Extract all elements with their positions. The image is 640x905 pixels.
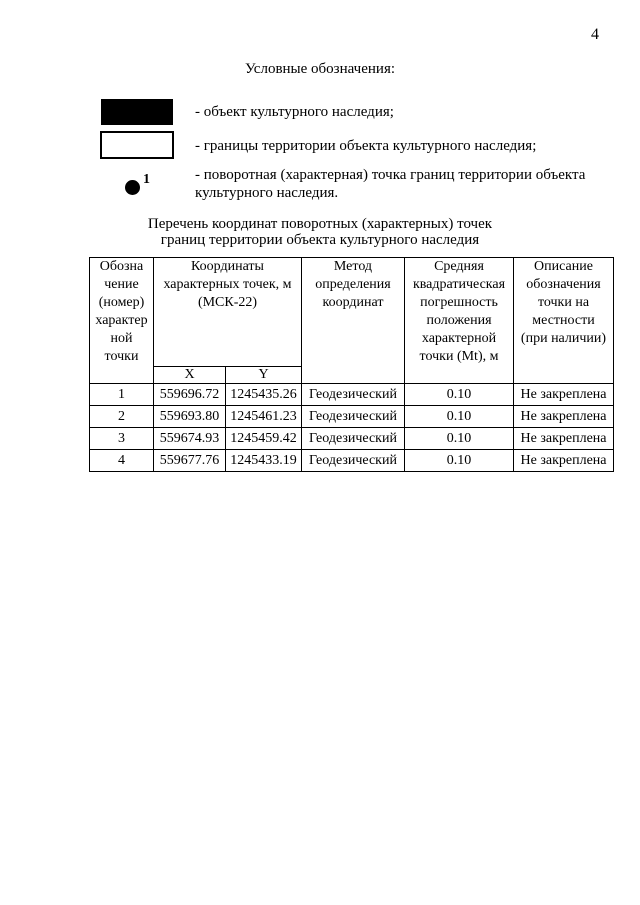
turning-point-symbol-label: 1 bbox=[143, 172, 150, 187]
cell-error: 0.10 bbox=[405, 406, 514, 428]
cell-method: Геодезический bbox=[302, 450, 405, 472]
turning-point-symbol bbox=[125, 180, 140, 195]
header-x: X bbox=[154, 367, 226, 384]
cell-x: 559674.93 bbox=[154, 428, 226, 450]
cultural-heritage-object-symbol bbox=[101, 99, 173, 125]
page-number: 4 bbox=[591, 26, 599, 43]
table-row bbox=[90, 384, 614, 406]
cell-error: 0.10 bbox=[405, 384, 514, 406]
cell-x: 559677.76 bbox=[154, 450, 226, 472]
coordinates-list-title bbox=[0, 216, 640, 248]
cell-method: Геодезический bbox=[302, 428, 405, 450]
legend-item-turning-point-line2: культурного наследия. bbox=[195, 185, 339, 201]
legend-item-object: - объект культурного наследия; bbox=[195, 104, 394, 120]
legend-item-turning-point bbox=[195, 166, 585, 202]
cell-y: 1245461.23 bbox=[226, 406, 302, 428]
cell-y: 1245435.26 bbox=[226, 384, 302, 406]
table-header-row bbox=[90, 258, 614, 367]
territory-boundary-symbol bbox=[100, 131, 174, 159]
list-title-line1: Перечень координат поворотных (характерных) точек bbox=[147, 216, 493, 232]
cell-num: 4 bbox=[90, 450, 154, 472]
coordinates-table bbox=[89, 257, 614, 472]
list-title-line2: границ территории объекта культурного наследия bbox=[160, 232, 480, 248]
cell-error: 0.10 bbox=[405, 450, 514, 472]
header-coordinates: Координаты характерных точек, м (МСК-22) bbox=[154, 258, 302, 367]
cell-x: 559693.80 bbox=[154, 406, 226, 428]
cell-desc: Не закреплена bbox=[514, 384, 614, 406]
table-row bbox=[90, 428, 614, 450]
cell-desc: Не закреплена bbox=[514, 428, 614, 450]
cell-method: Геодезический bbox=[302, 406, 405, 428]
legend-item-turning-point-line1: - поворотная (характерная) точка границ территории объекта bbox=[195, 167, 586, 183]
header-description: Описание обозначения точки на местности (при наличии) bbox=[514, 258, 614, 384]
cell-y: 1245433.19 bbox=[226, 450, 302, 472]
header-y: Y bbox=[226, 367, 302, 384]
legend-item-boundary: - границы территории объекта культурного наследия; bbox=[195, 138, 537, 154]
table-row bbox=[90, 406, 614, 428]
header-point-number: Обозна чение (номер) характер ной точки bbox=[90, 258, 154, 384]
cell-desc: Не закреплена bbox=[514, 406, 614, 428]
header-method: Метод определения координат bbox=[302, 258, 405, 384]
cell-method: Геодезический bbox=[302, 384, 405, 406]
header-error: Средняя квадратическая погрешность положения характерной точки (Mt), м bbox=[405, 258, 514, 384]
cell-x: 559696.72 bbox=[154, 384, 226, 406]
legend-title: Условные обозначения: bbox=[244, 61, 396, 77]
cell-y: 1245459.42 bbox=[226, 428, 302, 450]
table-row bbox=[90, 450, 614, 472]
cell-desc: Не закреплена bbox=[514, 450, 614, 472]
cell-num: 1 bbox=[90, 384, 154, 406]
cell-num: 2 bbox=[90, 406, 154, 428]
cell-num: 3 bbox=[90, 428, 154, 450]
cell-error: 0.10 bbox=[405, 428, 514, 450]
